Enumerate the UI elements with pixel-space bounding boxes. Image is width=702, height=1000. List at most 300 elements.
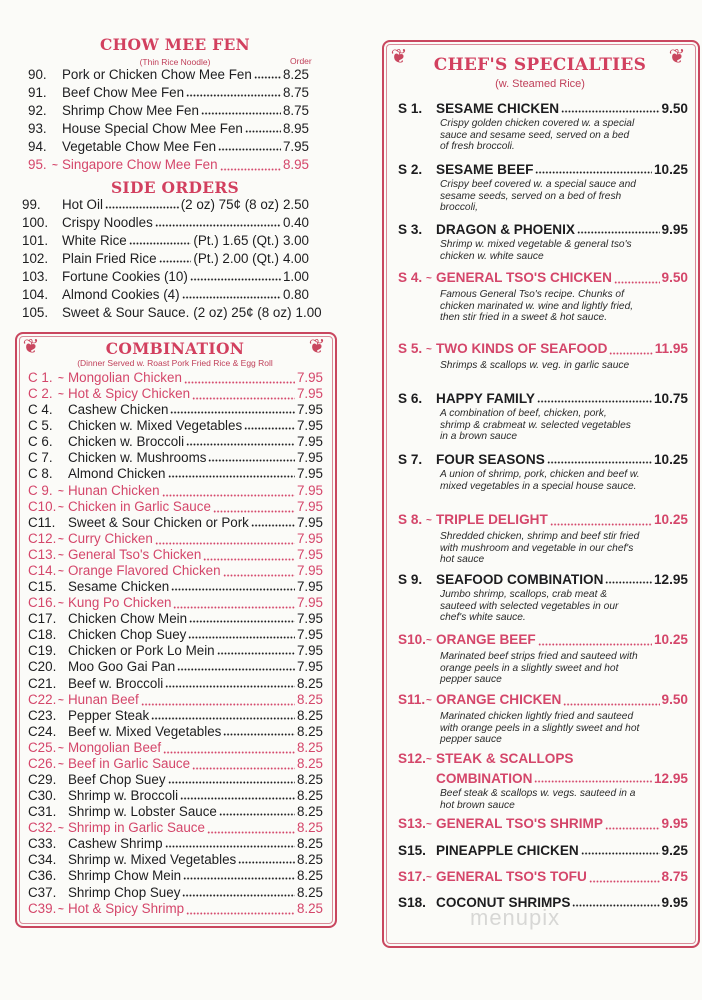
item-name: Crispy Noodles	[62, 215, 153, 230]
item-number: S 8.	[398, 512, 423, 527]
specialty-header	[398, 843, 688, 859]
specialty-item[interactable]	[398, 162, 688, 214]
menu-item[interactable]	[28, 627, 323, 643]
item-price: 8.25	[296, 772, 323, 787]
chow-mee-fen-title: CHOW MEE FEN	[99, 35, 251, 54]
item-name: ORANGE BEEF	[436, 632, 536, 647]
menu-item[interactable]	[28, 852, 323, 868]
specialty-item[interactable]	[398, 751, 688, 811]
item-name: Beef w. Mixed Vegetables	[68, 723, 222, 739]
specialty-header	[398, 341, 688, 359]
item-name: Mongolian Chicken	[68, 370, 182, 385]
item-price: 8.25	[282, 67, 309, 82]
menu-item[interactable]	[22, 215, 309, 231]
hot-spicy-icon	[426, 870, 436, 886]
item-name: Shrimp in Garlic Sauce	[68, 820, 205, 836]
item-number: S15.	[398, 843, 426, 858]
hot-spicy-icon	[58, 693, 68, 709]
dot-leader	[208, 459, 295, 462]
item-name: Chicken Chow Mein	[68, 611, 188, 627]
specialty-item[interactable]	[398, 452, 688, 492]
dot-leader	[213, 510, 295, 513]
menu-item[interactable]	[28, 788, 323, 804]
item-price: 12.95	[653, 771, 688, 786]
hot-spicy-icon	[426, 513, 436, 529]
dot-leader	[163, 751, 295, 754]
dot-leader	[186, 94, 281, 97]
item-price: 7.95	[296, 611, 323, 627]
item-name: Cashew Shrimp	[68, 836, 163, 852]
item-description: Shredded chicken, shrimp and beef stir fried with mushroom and vegetable in our chef's hot sauce	[440, 531, 640, 566]
item-name: Chicken Chop Suey	[68, 627, 187, 643]
item-price: 7.95	[296, 498, 323, 514]
specialty-item[interactable]	[398, 270, 688, 324]
menu-item[interactable]	[28, 611, 323, 627]
item-description: Crispy golden chicken covered w. a special sauce and sesame seed, served on a bed of fresh broccoli.	[440, 118, 635, 153]
item-name: Kung Po Chicken	[68, 595, 172, 611]
item-name: SESAME BEEF	[436, 162, 534, 177]
item-name: Beef Chow Mee Fen	[62, 85, 185, 100]
dot-leader	[182, 296, 281, 299]
item-name: Chicken w. Broccoli	[68, 434, 185, 450]
hot-spicy-icon	[58, 484, 68, 500]
item-price: 10.75	[653, 391, 688, 406]
dot-leader	[245, 130, 281, 133]
item-name: GENERAL TSO'S SHRIMP	[436, 816, 603, 831]
dot-leader	[251, 524, 295, 527]
menu-item[interactable]	[28, 466, 323, 482]
item-name: Chicken w. Mixed Vegetables	[68, 418, 243, 434]
combination-title: COMBINATION	[105, 339, 245, 358]
item-price: 9.50	[661, 101, 688, 116]
item-name: Hunan Chicken	[68, 482, 160, 498]
item-name: Mongolian Beef	[68, 739, 162, 755]
item-price: 0.80	[282, 287, 309, 302]
item-number: C26.	[28, 755, 57, 771]
dot-leader	[192, 767, 295, 770]
hot-spicy-icon	[58, 741, 68, 757]
dot-leader	[170, 411, 294, 414]
dot-leader	[203, 558, 295, 561]
item-price: 8.25	[296, 691, 323, 707]
watermark: menupix	[470, 905, 561, 930]
dot-leader	[151, 717, 295, 720]
item-price: 8.25	[296, 884, 323, 900]
item-name: PINEAPPLE CHICKEN	[436, 843, 579, 858]
order-column-label: Order	[290, 56, 312, 66]
item-price: 1.00	[282, 269, 309, 284]
item-name: SESAME CHICKEN	[436, 101, 560, 116]
item-price: 10.25	[653, 452, 688, 467]
item-number: C 6.	[28, 434, 53, 450]
menu-item[interactable]	[28, 885, 323, 901]
menu-item[interactable]	[22, 197, 309, 213]
item-number: C29.	[28, 772, 57, 787]
item-number: 101.	[22, 233, 49, 248]
item-price: 8.25	[296, 707, 323, 723]
dot-leader	[180, 797, 295, 800]
item-name: DRAGON & PHOENIX	[436, 222, 575, 237]
item-price: 7.95	[296, 418, 323, 434]
dot-leader	[589, 880, 660, 883]
item-price: 7.95	[296, 466, 323, 482]
menu-item[interactable]	[28, 659, 323, 675]
item-name: Hot Oil	[62, 197, 103, 212]
specialty-item[interactable]	[398, 692, 688, 746]
item-price: 7.95	[296, 402, 323, 418]
item-name: Chicken w. Mushrooms	[68, 450, 207, 466]
item-price: 7.95	[296, 530, 323, 546]
specialty-item[interactable]	[398, 512, 688, 566]
item-number: 99.	[22, 197, 41, 212]
dot-leader	[609, 352, 652, 355]
item-number: C14.	[28, 562, 57, 578]
menu-item[interactable]	[28, 901, 323, 919]
floral-corner-ornament-icon: ❦	[390, 46, 408, 68]
item-number: 100.	[22, 215, 49, 230]
menu-item[interactable]	[28, 676, 323, 692]
dot-leader	[537, 400, 652, 403]
menu-item[interactable]	[28, 804, 323, 820]
specialty-item[interactable]	[398, 816, 688, 834]
item-name: Plain Fried Rice	[62, 251, 157, 266]
menu-item[interactable]	[22, 269, 309, 285]
side-orders-title: SIDE ORDERS	[110, 178, 240, 197]
item-name: Shrimp Chow Mee Fen	[62, 103, 199, 118]
specialty-header	[398, 692, 688, 710]
dot-leader	[561, 110, 659, 113]
item-name: Almond Cookies (4)	[62, 287, 180, 302]
item-name: HAPPY FAMILY	[436, 391, 535, 406]
dot-leader	[577, 231, 660, 234]
item-number: S 7.	[398, 452, 423, 467]
dot-leader	[183, 877, 295, 880]
dot-leader	[190, 278, 281, 281]
specialty-item[interactable]	[398, 222, 688, 262]
item-price: 9.95	[661, 816, 688, 831]
dot-leader	[534, 780, 652, 783]
dot-leader	[223, 574, 295, 577]
dot-leader	[218, 148, 281, 151]
dot-leader	[572, 904, 659, 907]
specialty-item[interactable]	[398, 869, 688, 887]
item-number: C 1.	[28, 370, 53, 385]
menu-item[interactable]	[28, 836, 323, 852]
item-name: Sweet & Sour Sauce.	[62, 305, 190, 320]
item-description: Shrimps & scallops w. veg. in garlic sauce	[440, 360, 630, 371]
item-price: 7.95	[296, 450, 323, 466]
item-number: C34.	[28, 852, 57, 868]
item-number: S 6.	[398, 391, 423, 406]
item-number: 92.	[28, 103, 47, 118]
item-price: 8.25	[296, 900, 323, 916]
dot-leader	[238, 861, 295, 864]
item-number: C37.	[28, 884, 57, 900]
specialty-item[interactable]	[398, 572, 688, 624]
item-number: 103.	[22, 269, 49, 284]
combination-subtitle: (Dinner Served w. Roast Pork Fried Rice & Egg Roll	[77, 358, 273, 368]
item-price: 11.95	[654, 341, 688, 356]
specialty-header	[398, 751, 688, 769]
item-price: 9.25	[661, 843, 688, 858]
dot-leader	[186, 443, 295, 446]
item-size-prices: (Pt.) 1.65 (Qt.)	[193, 233, 279, 248]
item-size-prices: (Pt.) 2.00 (Qt.)	[193, 251, 279, 266]
item-number: C23.	[28, 707, 57, 723]
item-price: 7.95	[296, 579, 323, 595]
item-number: C11.	[28, 514, 56, 530]
item-name: Hot & Spicy Chicken	[68, 386, 191, 402]
dot-leader	[581, 852, 660, 855]
dot-leader	[192, 397, 295, 400]
specialty-header	[398, 162, 688, 178]
item-name: ORANGE CHICKEN	[436, 692, 562, 707]
dot-leader	[162, 494, 295, 497]
item-description: Shrimp w. mixed vegetable & general tso's chicken w. white sauce	[440, 239, 632, 262]
specialty-header	[398, 512, 688, 530]
item-price: 7.95	[296, 434, 323, 450]
hot-spicy-icon	[58, 902, 68, 918]
item-name: STEAK & SCALLOPS	[436, 751, 574, 766]
specialty-item[interactable]	[398, 341, 688, 372]
dot-leader	[168, 475, 295, 478]
item-price: 9.50	[661, 270, 688, 285]
item-name: Sweet & Sour Chicken or Pork	[68, 514, 249, 530]
dot-leader	[129, 242, 192, 245]
dot-leader	[159, 260, 192, 263]
dot-leader	[563, 703, 659, 706]
menu-item[interactable]	[22, 251, 309, 267]
menu-item[interactable]	[28, 772, 323, 788]
item-name: FOUR SEASONS	[436, 452, 545, 467]
dot-leader	[165, 685, 295, 688]
item-number: C21.	[28, 675, 57, 691]
hot-spicy-icon	[52, 158, 62, 174]
specialty-item[interactable]	[398, 391, 688, 443]
item-number: C 4.	[28, 402, 53, 418]
dot-leader	[244, 427, 295, 430]
item-price: 8.25	[296, 739, 323, 755]
menu-item[interactable]	[28, 67, 309, 83]
dot-leader	[538, 643, 652, 646]
item-number: C 5.	[28, 418, 53, 434]
item-name: TRIPLE DELIGHT	[436, 512, 548, 527]
item-price: 8.75	[661, 869, 688, 884]
chow-mee-fen-subtitle: (Thin Rice Noodle)	[139, 57, 211, 67]
item-name: Chicken or Pork Lo Mein	[68, 643, 215, 659]
item-price: 8.95	[282, 121, 309, 136]
menu-item[interactable]	[28, 579, 323, 595]
item-number: C24.	[28, 723, 57, 739]
dot-leader	[173, 606, 294, 609]
item-number: C31.	[28, 804, 57, 820]
item-price: 10.25	[653, 632, 688, 647]
hot-spicy-icon	[58, 757, 68, 773]
specialty-item[interactable]	[398, 632, 688, 686]
hot-spicy-icon	[58, 500, 68, 516]
item-price: 8.25	[296, 755, 323, 771]
dot-leader	[105, 206, 179, 209]
item-number: 95.	[28, 157, 47, 172]
item-name: GENERAL TSO'S TOFU	[436, 869, 587, 884]
item-price: 8.25	[296, 836, 323, 852]
item-price: 9.95	[661, 222, 688, 237]
item-number: 102.	[22, 251, 49, 266]
specialty-header	[398, 632, 688, 650]
dot-leader	[207, 831, 295, 834]
hot-spicy-icon	[426, 271, 436, 287]
dot-leader	[155, 224, 281, 227]
item-price: 0.40	[282, 215, 309, 230]
menu-item[interactable]	[22, 305, 322, 321]
item-price: 3.00	[282, 233, 309, 248]
item-description: Marinated chicken lightly fried and sauteed with orange peels in a slightly sweet and hot pepper sauce	[440, 711, 640, 746]
specialty-header	[398, 869, 688, 887]
item-description: Crispy beef covered w. a special sauce and sesame seeds, served on a bed of fresh broccoli,	[440, 179, 636, 214]
dot-leader	[168, 781, 295, 784]
chefs-specialties-title: CHEF'S SPECIALTIES	[433, 55, 647, 75]
item-name: Vegetable Chow Mee Fen	[62, 139, 217, 154]
item-name: Cashew Chicken	[68, 402, 169, 418]
item-price: 10.25	[653, 162, 688, 177]
item-number: 104.	[22, 287, 49, 302]
item-number: C36.	[28, 868, 57, 884]
item-name: Shrimp w. Lobster Sauce	[68, 804, 217, 820]
dot-leader	[165, 845, 295, 848]
item-number: S11.	[398, 692, 426, 707]
menu-item[interactable]	[28, 85, 309, 101]
item-number: C18.	[28, 627, 57, 643]
dot-leader	[217, 652, 295, 655]
item-price: 12.95	[653, 572, 688, 587]
item-number: 105.	[22, 305, 49, 320]
item-name: Shrimp w. Broccoli	[68, 788, 179, 804]
item-number: S18.	[398, 895, 426, 910]
item-number: S 3.	[398, 222, 423, 237]
dot-leader	[182, 894, 295, 897]
menu-item[interactable]	[28, 402, 323, 418]
item-number: C32.	[28, 820, 57, 836]
item-name: Sesame Chicken	[68, 579, 170, 595]
item-description: A union of shrimp, pork, chicken and beef w. mixed vegetables in a special house sauce.	[440, 469, 640, 492]
item-price: 7.95	[296, 370, 323, 385]
item-name: Beef w. Broccoli	[68, 675, 164, 691]
menu-item[interactable]	[28, 103, 309, 119]
item-size-prices: (2 oz) 25¢ (8 oz)	[193, 305, 292, 320]
menu-item[interactable]	[28, 121, 309, 137]
item-number: C 7.	[28, 450, 53, 466]
item-price: 10.25	[653, 512, 688, 527]
item-name: TWO KINDS OF SEAFOOD	[436, 341, 608, 356]
item-number: C33.	[28, 836, 57, 852]
item-name: Curry Chicken	[68, 530, 153, 546]
item-price: 7.95	[296, 514, 323, 530]
item-name: Beef Chop Suey	[68, 772, 166, 787]
item-number: C39.	[28, 900, 57, 916]
item-number: S17.	[398, 869, 426, 884]
menu-item[interactable]	[28, 643, 323, 659]
hot-spicy-icon	[58, 371, 68, 387]
item-price: 8.25	[296, 820, 323, 836]
floral-corner-ornament-icon: ❦	[308, 336, 326, 358]
item-number: C16.	[28, 595, 57, 611]
dot-leader	[223, 733, 295, 736]
dot-leader	[535, 171, 652, 174]
item-number: C12.	[28, 530, 57, 546]
specialty-item[interactable]	[398, 101, 688, 153]
item-name-continued: COMBINATION	[436, 771, 533, 786]
item-number: C 2.	[28, 386, 53, 402]
menu-item[interactable]	[28, 724, 323, 740]
menu-item[interactable]	[28, 515, 323, 531]
specialty-header	[398, 452, 688, 468]
item-price: 1.00	[295, 305, 322, 320]
chefs-specialties-subtitle: (w. Steamed Rice)	[495, 78, 585, 90]
menu-item[interactable]	[28, 157, 309, 175]
menu-item[interactable]	[22, 287, 309, 303]
item-price: 2.50	[282, 197, 309, 212]
dot-leader	[171, 588, 295, 591]
specialty-item[interactable]	[398, 843, 688, 859]
item-price: 7.95	[296, 643, 323, 659]
menu-item[interactable]	[28, 708, 323, 724]
item-name: Pork or Chicken Chow Mee Fen	[62, 67, 252, 82]
hot-spicy-icon	[58, 387, 68, 403]
menu-item[interactable]	[22, 233, 309, 249]
item-name: Fortune Cookies (10)	[62, 269, 188, 284]
dot-leader	[184, 381, 295, 384]
hot-spicy-icon	[426, 342, 436, 358]
item-number: C30.	[28, 788, 57, 804]
item-number: S 5.	[398, 341, 423, 356]
menu-item[interactable]	[28, 418, 323, 434]
specialty-header	[398, 816, 688, 834]
item-price: 4.00	[282, 251, 309, 266]
item-name: Shrimp Chop Suey	[68, 884, 181, 900]
item-name: Singapore Chow Mee Fen	[62, 157, 218, 172]
item-price: 8.75	[282, 85, 309, 100]
menu-item[interactable]	[28, 450, 323, 466]
item-price: 8.25	[296, 675, 323, 691]
menu-item[interactable]	[28, 139, 309, 155]
item-size-prices: (2 oz) 75¢ (8 oz)	[180, 197, 279, 212]
item-name: Orange Flavored Chicken	[68, 562, 221, 578]
specialty-header	[398, 391, 688, 407]
item-price: 7.95	[296, 386, 323, 402]
item-number: S 9.	[398, 572, 423, 587]
hot-spicy-icon	[58, 821, 68, 837]
item-name: House Special Chow Mee Fen	[62, 121, 243, 136]
item-number: S 1.	[398, 101, 423, 116]
item-number: S12.	[398, 751, 426, 766]
specialty-header-line2	[398, 771, 688, 787]
dot-leader	[155, 542, 295, 545]
menu-item[interactable]	[28, 434, 323, 450]
dot-leader	[550, 523, 652, 526]
dot-leader	[605, 827, 660, 830]
item-name: Hot & Spicy Shrimp	[68, 900, 185, 916]
item-number: 94.	[28, 139, 47, 154]
item-name: Beef in Garlic Sauce	[68, 755, 191, 771]
item-number: C22.	[28, 691, 57, 707]
hot-spicy-icon	[58, 564, 68, 580]
menu-item[interactable]	[28, 868, 323, 884]
item-price: 8.95	[282, 157, 309, 172]
item-price: 7.95	[296, 627, 323, 643]
specialty-header	[398, 222, 688, 238]
item-name: Almond Chicken	[68, 466, 166, 482]
item-number: C17.	[28, 611, 57, 627]
